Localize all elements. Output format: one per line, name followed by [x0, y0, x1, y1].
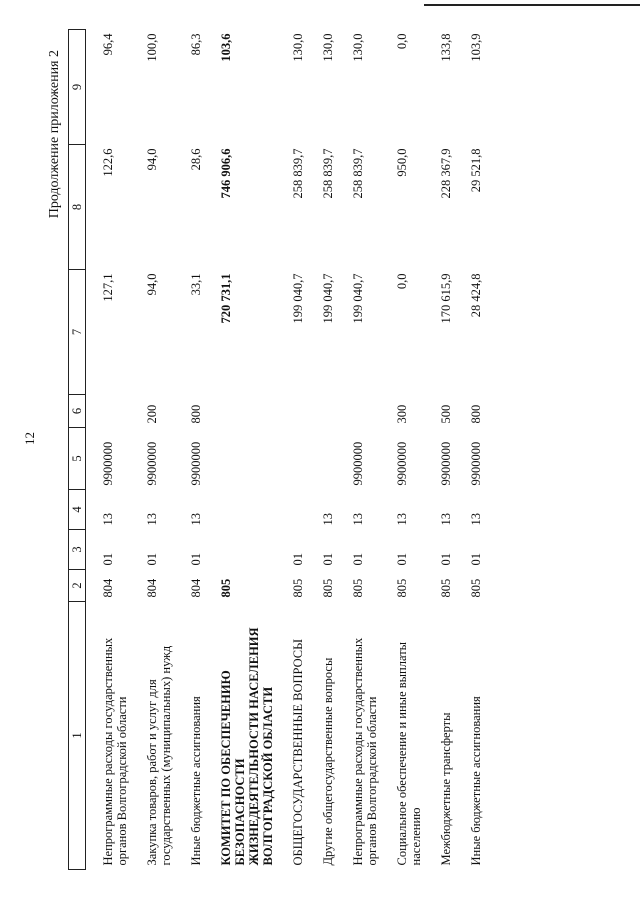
row-actual-amount: 94,0 — [145, 148, 159, 171]
row-target-code: 9900000 — [145, 441, 159, 486]
row-target-code: 9900000 — [469, 441, 483, 486]
budget-table — [68, 29, 489, 870]
row-target-code: 9900000 — [189, 441, 203, 486]
row-actual-amount: 228 367,9 — [439, 148, 453, 199]
col-header-7: 7 — [69, 270, 86, 395]
row-name: Непрограммные расходы государственных органов Волгоградской области — [351, 637, 379, 866]
row-section-code: 01 — [291, 553, 305, 566]
row-percent: 103,6 — [219, 33, 233, 62]
table-row — [459, 30, 489, 870]
row-expense-type-code — [311, 395, 341, 428]
row-name: КОМИТЕТ ПО ОБЕСПЕЧЕНИЮ БЕЗОПАСНОСТИ ЖИЗНЕДЕЯТЕЛЬНОСТИ НАСЕЛЕНИЯ ВОЛГОГРАДСКОЙ ОБЛАСТИ — [219, 627, 275, 866]
row-subsection-code: 13 — [145, 513, 159, 526]
row-expense-type-code: 200 — [145, 404, 159, 424]
table-row — [385, 30, 429, 870]
scan-edge-line — [424, 4, 640, 6]
row-percent: 86,3 — [189, 33, 203, 56]
row-section-code: 01 — [101, 553, 115, 566]
row-name: Непрограммные расходы государственных органов Волгоградской области — [101, 637, 129, 866]
row-subsection-code: 13 — [439, 513, 453, 526]
row-actual-amount: 258 839,7 — [321, 148, 335, 199]
row-subsection-code — [209, 490, 281, 530]
table-row — [341, 30, 385, 870]
row-name: Закупка товаров, работ и услуг для государственных (муниципальных) нужд — [145, 645, 173, 866]
header-row — [69, 30, 86, 870]
row-expense-type-code: 300 — [395, 404, 409, 424]
row-name: Социальное обеспечение и иные выплаты населению — [395, 641, 423, 866]
row-ministry-code: 805 — [395, 578, 409, 598]
row-ministry-code: 804 — [189, 578, 203, 598]
row-planned-amount: 199 040,7 — [291, 273, 305, 324]
page-number: 12 — [22, 432, 37, 445]
row-subsection-code — [281, 490, 311, 530]
row-section-code: 01 — [351, 553, 365, 566]
row-section-code: 01 — [439, 553, 453, 566]
row-section-code: 01 — [321, 553, 335, 566]
row-planned-amount: 199 040,7 — [351, 273, 365, 324]
row-subsection-code: 13 — [101, 513, 115, 526]
row-actual-amount: 746 906,6 — [219, 148, 233, 199]
row-percent: 100,0 — [145, 33, 159, 62]
row-percent: 96,4 — [101, 33, 115, 56]
row-expense-type-code — [209, 395, 281, 428]
rotated-page — [40, 30, 640, 870]
row-actual-amount: 258 839,7 — [291, 148, 305, 199]
row-target-code: 9900000 — [351, 441, 365, 486]
col-header-2: 2 — [69, 570, 86, 602]
row-name: Иные бюджетные ассигнования — [189, 696, 203, 866]
row-expense-type-code — [281, 395, 311, 428]
row-subsection-code: 13 — [321, 513, 335, 526]
row-expense-type-code — [86, 395, 136, 428]
table-row — [179, 30, 209, 870]
row-ministry-code: 804 — [145, 578, 159, 598]
row-actual-amount: 258 839,7 — [351, 148, 365, 199]
row-ministry-code: 805 — [219, 578, 233, 598]
table-row — [86, 30, 136, 870]
row-ministry-code: 805 — [291, 578, 305, 598]
row-ministry-code: 805 — [469, 578, 483, 598]
row-percent: 0,0 — [395, 33, 409, 50]
table-row — [429, 30, 459, 870]
row-actual-amount: 122,6 — [101, 148, 115, 177]
table-row — [209, 30, 281, 870]
row-planned-amount: 720 731,1 — [219, 273, 233, 324]
row-section-code — [209, 530, 281, 570]
continuation-title: Продолжение приложения 2 — [47, 50, 62, 219]
row-planned-amount: 170 615,9 — [439, 273, 453, 324]
row-subsection-code: 13 — [351, 513, 365, 526]
row-actual-amount: 28,6 — [189, 148, 203, 171]
row-ministry-code: 805 — [439, 578, 453, 598]
col-header-6: 6 — [69, 395, 86, 428]
col-header-8: 8 — [69, 145, 86, 270]
row-name: Другие общегосударственные вопросы — [321, 657, 335, 866]
row-name: ОБЩЕГОСУДАРСТВЕННЫЕ ВОПРОСЫ — [291, 638, 305, 866]
row-target-code: 9900000 — [101, 441, 115, 486]
row-ministry-code: 804 — [101, 578, 115, 598]
row-expense-type-code: 800 — [469, 404, 483, 424]
row-planned-amount: 33,1 — [189, 273, 203, 296]
row-planned-amount: 199 040,7 — [321, 273, 335, 324]
row-planned-amount: 127,1 — [101, 273, 115, 302]
row-actual-amount: 950,0 — [395, 148, 409, 177]
row-name: Иные бюджетные ассигнования — [469, 696, 483, 866]
row-percent: 103,9 — [469, 33, 483, 62]
table-body — [86, 30, 490, 870]
row-percent: 130,0 — [291, 33, 305, 62]
row-name: Межбюджетные трансферты — [439, 712, 453, 866]
row-percent: 130,0 — [321, 33, 335, 62]
row-target-code — [311, 428, 341, 490]
table-row — [281, 30, 311, 870]
table-row — [135, 30, 179, 870]
row-expense-type-code: 800 — [189, 404, 203, 424]
col-header-3: 3 — [69, 530, 86, 570]
row-target-code: 9900000 — [439, 441, 453, 486]
row-percent: 133,8 — [439, 33, 453, 62]
row-planned-amount: 0,0 — [395, 273, 409, 290]
row-section-code: 01 — [469, 553, 483, 566]
col-header-4: 4 — [69, 490, 86, 530]
row-actual-amount: 29 521,8 — [469, 148, 483, 193]
row-planned-amount: 94,0 — [145, 273, 159, 296]
col-header-1: 1 — [69, 602, 86, 870]
col-header-5: 5 — [69, 428, 86, 490]
row-ministry-code: 805 — [321, 578, 335, 598]
row-ministry-code: 805 — [351, 578, 365, 598]
row-expense-type-code — [341, 395, 385, 428]
col-header-9: 9 — [69, 30, 86, 145]
row-section-code: 01 — [145, 553, 159, 566]
row-target-code: 9900000 — [395, 441, 409, 486]
row-target-code — [209, 428, 281, 490]
row-subsection-code: 13 — [469, 513, 483, 526]
row-expense-type-code: 500 — [439, 404, 453, 424]
row-subsection-code: 13 — [189, 513, 203, 526]
row-subsection-code: 13 — [395, 513, 409, 526]
row-section-code: 01 — [395, 553, 409, 566]
row-section-code: 01 — [189, 553, 203, 566]
row-planned-amount: 28 424,8 — [469, 273, 483, 318]
table-row — [311, 30, 341, 870]
row-percent: 130,0 — [351, 33, 365, 62]
row-target-code — [281, 428, 311, 490]
